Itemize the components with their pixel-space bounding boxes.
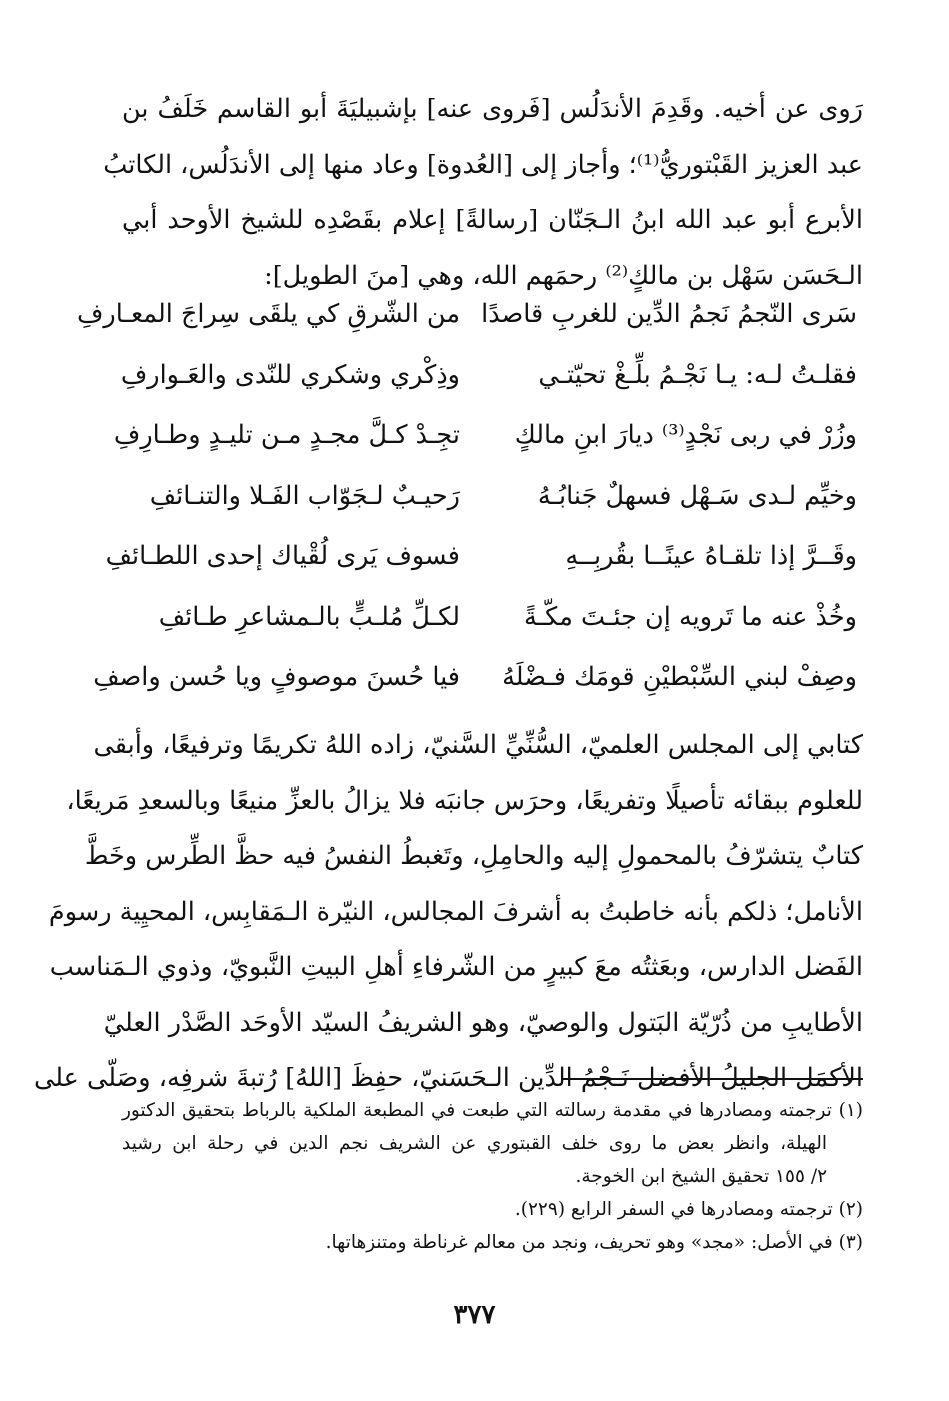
text-line: عبد العزيز القَبْتوريُّ⁽¹⁾؛ وأجاز إلى [العُدوة] وعاد منها إلى الأندَلُس، الكاتبُ <box>103 149 863 180</box>
poem <box>76 284 857 708</box>
verse-first-hemistich: وخُذْ عنه ما تَرويه إن جئـتَ مكّـةً <box>523 601 857 632</box>
text-line: الـحَسَن سَهْل بن مالكٍ⁽²⁾ رحمَهم الله، وهي [منَ الطويل]: <box>264 260 863 291</box>
footnote-line: (٣) في الأصل: «مجد» وهو تحريف، ونجد من معالم غرناطة ومتنزهاتها. <box>325 1232 863 1253</box>
verse-second-hemistich: وذِكْري وشكري للنّدى والعَـوارفِ <box>120 359 460 390</box>
verse-second-hemistich: تجِـدْ كـلَّ مجـدٍ مـن تليـدٍ وطـارِفِ <box>113 420 460 451</box>
text-line: الفَضل الدارس، وبعَثتُه معَ كبيرٍ من الشّرفاءِ أهلِ البيتِ النَّبويّ، وذوي الـمَناسب <box>49 952 863 982</box>
verse-second-hemistich: رَحيـبٌ لـجَوّاب الفَـلا والتنـائفِ <box>149 480 460 511</box>
poem-verse <box>130 466 857 527</box>
text-line: الأبرع أبو عبد الله ابنُ الـجَنّان [رسالةً] إعلام بقَصْدِه للشيخ الأوحد أبي <box>122 205 863 235</box>
text-line: كتابي إلى المجلس العلميّ، السُّنِّيِّ السَّنيّ، زاده اللهُ تكريمًا وترفيعًا، وأبقى <box>93 730 863 760</box>
text-line: الأنامل؛ ذلكم بأنه خاطبتُ به أشرفَ المجالس، النيّرة الـمَقابِس، المحيِية رسومَ <box>48 896 863 927</box>
body-paragraph <box>33 718 863 1107</box>
poem-verse <box>130 587 857 648</box>
text-line: كتابٌ يتشرّفُ بالمحمولِ إليه والحامِلِ، وتَغبطُ النفسُ فيه حظَّ الطِّرس وخَطَّ <box>84 841 863 871</box>
footnote-divider <box>561 1078 863 1080</box>
verse-first-hemistich: سَرى النّجمُ نَجمُ الدِّين للغربِ قاصدًا <box>481 299 857 330</box>
text-line: الأطايبِ من ذُرّيّة البَتول والوصيّ، وهو الشريفُ السيّد الأوحَد الصَّدْر العليّ <box>103 1007 863 1038</box>
verse-second-hemistich: لكـلِّ مُلـبٍّ بالـمشاعرِ طـائفِ <box>158 601 460 632</box>
page-number: ٣٧٧ <box>453 1300 496 1330</box>
intro-paragraph <box>103 82 863 304</box>
verse-second-hemistich: من الشّرقِ كي يلقَى سِراجَ المعـارفِ <box>76 299 460 330</box>
verse-first-hemistich: فقلـتُ لـه: يـا نَجْـمُ بلِّـغْ تحيّتـي <box>538 359 857 390</box>
verse-first-hemistich: وصِفْ لبني السِّبْطيْنِ قومَك فـضْلَهُ <box>502 662 857 693</box>
verse-first-hemistich: وخيِّم لـدى سَـهْل فسهلٌ جَنابُـهُ <box>537 480 857 511</box>
verse-first-hemistich: وقَــرَّ إذا تلقـاهُ عينًــا بقُربِــهِ <box>565 541 857 572</box>
footnote-line: (٢) ترجمته ومصادرها في السفر الرابع (٢٢٩). <box>514 1199 863 1220</box>
footnote-line: ٢/ ١٥٥ تحقيق الشيخ ابن الخوجة. <box>575 1166 827 1187</box>
text-line: رَوى عن أخيه. وقَدِمَ الأندَلُس [فَروى عنه] بإشبيليَةَ أبو القاسم خَلَفُ بن <box>122 94 863 124</box>
poem-verse <box>113 405 857 466</box>
poem-verse <box>93 647 857 708</box>
verse-second-hemistich: فيا حُسنَ موصوفٍ ويا حُسن واصفِ <box>93 662 460 693</box>
text-line: للعلوم ببقائه تأصيلًا وتفريعًا، وحرَس جانبَه فلا يزالُ بالعزِّ منيعًا وبالسعدِ مَريعًا، <box>66 785 863 816</box>
poem-verse <box>105 526 857 587</box>
poem-verse <box>76 284 857 345</box>
verse-first-hemistich: وزُرْ في ربى نَجْدٍ⁽³⁾ ديارَ ابنِ مالكٍ <box>514 420 857 451</box>
footnotes <box>122 1094 863 1259</box>
poem-verse <box>120 345 857 406</box>
verse-second-hemistich: فسوف يَرى لُقْياك إحدى اللطـائفِ <box>105 541 460 572</box>
text-line: الأكمَل الجليلُ الأفضل نَـجْمُ الدِّين الـحَسَنيّ، حفِظَ [اللهُ] رُتبةَ شرفِه، وصَلّى على <box>33 1063 863 1093</box>
footnote-line: الهيلة، وانظر بعض ما روى خلف القبتوري عن الشريف نجم الدين في رحلة ابن رشيد <box>122 1133 827 1154</box>
footnote-line: (١) ترجمته ومصادرها في مقدمة رسالته التي طبعت في المطبعة الملكية بالرباط بتحقيق الدكتور <box>122 1100 863 1121</box>
